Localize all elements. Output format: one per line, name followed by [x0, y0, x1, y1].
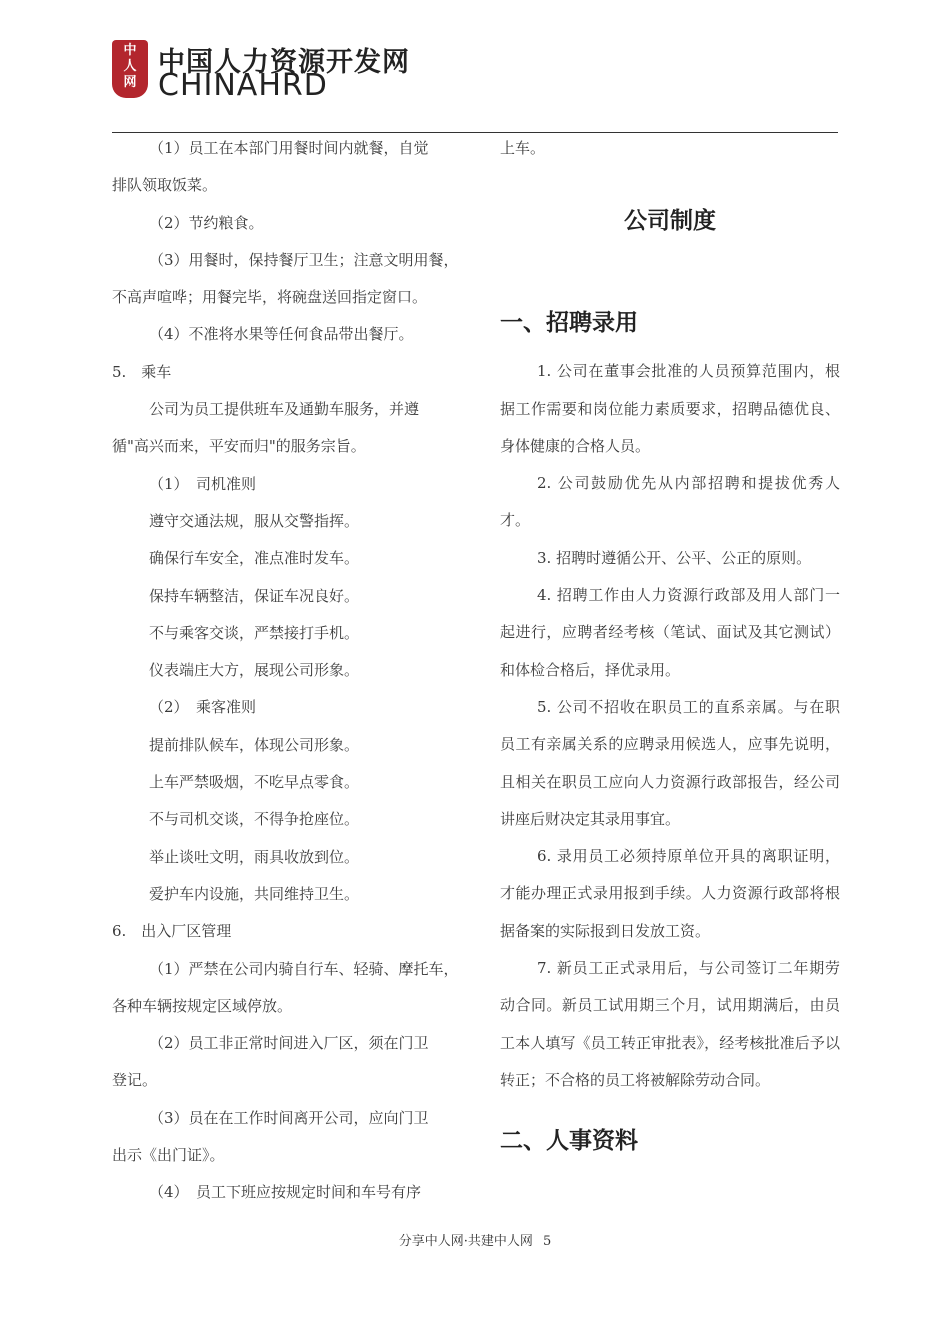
policy-item: 3. 招聘时遵循公开、公平、公正的原则。 — [537, 548, 812, 567]
rule-line: 不与乘客交谈，严禁接打手机。 — [149, 623, 360, 642]
paragraph-line: （4） 员工下班应按规定时间和车号有序 — [149, 1183, 422, 1202]
policy-item: 4. 招聘工作由人力资源行政部及用人部门一起进行，应聘者经考核（笔试、面试及其它测试）和体检合格后，择优录用。 — [500, 586, 840, 679]
rule-line: 不与司机交谈，不得争抢座位。 — [149, 810, 360, 829]
paragraph-line: （3）员在在工作时间离开公司，应向门卫 — [149, 1108, 429, 1127]
paragraph-line: 登记。 — [112, 1071, 158, 1090]
policy-item: 1. 公司在董事会批准的人员预算范围内，根据工作需要和岗位能力素质要求，招聘品德优良、身体健康的合格人员。 — [500, 362, 840, 455]
section-heading: 6. 出入厂区管理 — [112, 922, 232, 941]
paragraph-line: 不高声喧哗；用餐完毕，将碗盘送回指定窗口。 — [112, 288, 428, 307]
logo-mark-char: 中 — [123, 43, 137, 58]
logo-mark-char: 网 — [123, 75, 137, 90]
document-title: 公司制度 — [624, 208, 716, 235]
rule-line: 遵守交通法规，服从交警指挥。 — [149, 511, 360, 530]
page-number: 5 — [543, 1234, 552, 1249]
section-heading: 5. 乘车 — [112, 362, 172, 381]
paragraph-line: （1）严禁在公司内骑自行车、轻骑、摩托车， — [149, 959, 459, 978]
left-column — [112, 130, 460, 1212]
section-heading-recruitment: 一、招聘录用 — [500, 310, 638, 337]
section-heading-personnel: 二、人事资料 — [500, 1128, 638, 1155]
right-column — [500, 130, 840, 1161]
rule-line: 确保行车安全，准点准时发车。 — [149, 549, 360, 568]
rule-line: 提前排队候车，体现公司形象。 — [149, 735, 360, 754]
policy-item: 6. 录用员工必须持原单位开具的离职证明，才能办理正式录用报到手续。人力资源行政部将根据备案的实际报到日发放工资。 — [500, 847, 840, 940]
paragraph-line: （1）员工在本部门用餐时间内就餐，自觉 — [149, 139, 429, 157]
rule-line: 上车严禁吸烟，不吃早点零食。 — [149, 773, 360, 792]
paragraph-line: 上车。 — [500, 139, 546, 157]
rule-line: 仪表端庄大方，展现公司形象。 — [149, 661, 360, 680]
paragraph-line: 各种车辆按规定区域停放。 — [112, 996, 293, 1015]
policy-item: 7. 新员工正式录用后，与公司签订二年期劳动合同。新员工试用期三个月，试用期满后，由员工本人填写《员工转正审批表》，经考核批准后予以转正；不合格的员工将被解除劳动合同。 — [500, 959, 840, 1089]
paragraph-line: 出示《出门证》。 — [112, 1146, 225, 1165]
page-footer — [0, 1230, 950, 1249]
chinahrd-logo-icon — [112, 40, 148, 98]
site-header — [112, 38, 512, 104]
rule-line: 爱护车内设施，共同维持卫生。 — [149, 884, 360, 903]
paragraph-line: 循"高兴而来，平安而归"的服务宗旨。 — [112, 437, 366, 456]
subsection-heading: （1） 司机准则 — [149, 474, 257, 493]
paragraph-line: （2）员工非正常时间进入厂区，须在门卫 — [149, 1034, 429, 1053]
logo-english-name: CHINAHRD — [158, 68, 328, 103]
paragraph-line: （3）用餐时，保持餐厅卫生；注意文明用餐， — [149, 250, 459, 269]
rule-line: 保持车辆整洁，保证车况良好。 — [149, 586, 360, 605]
logo-chinese-name: 中国人力资源开发网 — [158, 47, 410, 78]
rule-line: 举止谈吐文明，雨具收放到位。 — [149, 847, 360, 866]
logo-mark-char: 人 — [123, 59, 137, 74]
paragraph-line: （2）节约粮食。 — [149, 213, 264, 232]
paragraph-line: （4）不准将水果等任何食品带出餐厅。 — [149, 325, 414, 344]
paragraph-line: 排队领取饭菜。 — [112, 176, 218, 195]
policy-item: 2. 公司鼓励优先从内部招聘和提拔优秀人才。 — [500, 474, 840, 530]
footer-text: 分享中人网·共建中人网 — [398, 1234, 533, 1249]
subsection-heading: （2） 乘客准则 — [149, 698, 257, 717]
paragraph-line: 公司为员工提供班车及通勤车服务，并遵 — [149, 400, 420, 419]
policy-item: 5. 公司不招收在职员工的直系亲属。与在职员工有亲属关系的应聘录用候选人，应事先说明，且相关在职员工应向人力资源行政部报告，经公司讲座后财决定其录用事宜。 — [500, 697, 840, 828]
